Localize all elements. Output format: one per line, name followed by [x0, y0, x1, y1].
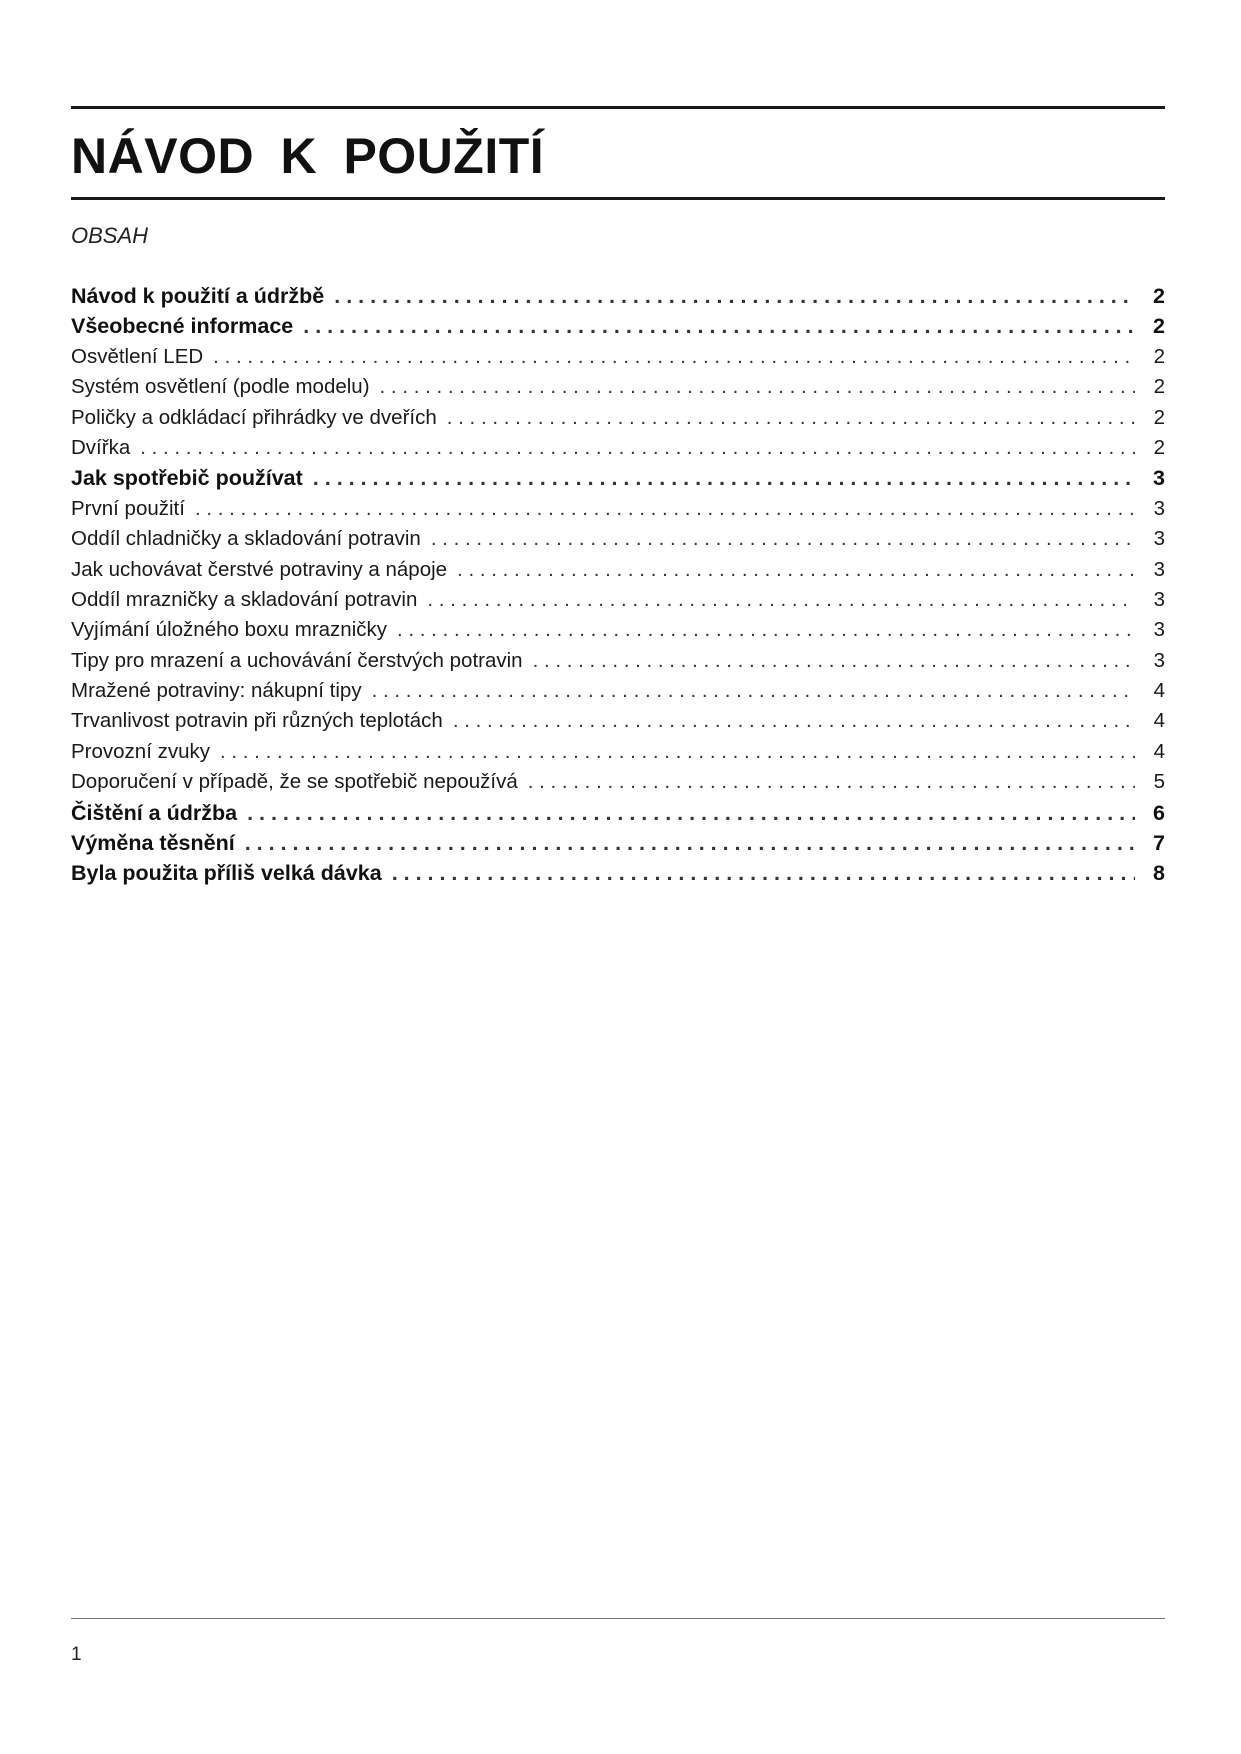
- toc-dot-leader: [313, 463, 1135, 493]
- toc-entry-label: Návod k použití a údržbě: [71, 284, 325, 308]
- toc-entry-label: Dvířka: [71, 435, 131, 459]
- toc-entry[interactable]: [71, 281, 1165, 311]
- footer-rule: [71, 1618, 1165, 1619]
- toc-dot-leader: [528, 767, 1135, 797]
- toc-entry[interactable]: [71, 798, 1165, 828]
- toc-entry[interactable]: [71, 311, 1165, 341]
- toc-entry-label: Výměna těsnění: [71, 831, 235, 856]
- toc-entry[interactable]: [71, 372, 1165, 402]
- toc-entry-page: 4: [1153, 709, 1165, 733]
- toc-entry-label: Mražené potraviny: nákupní tipy: [71, 679, 362, 703]
- toc-dot-leader: [431, 524, 1135, 554]
- toc-dot-leader: [427, 585, 1135, 615]
- toc-dot-leader: [140, 433, 1135, 463]
- toc-entry[interactable]: [71, 403, 1165, 433]
- toc-entry-label: Trvanlivost potravin při různých teplotách: [71, 709, 443, 733]
- toc-entry-page: 3: [1153, 587, 1165, 611]
- toc-entry-page: 7: [1153, 831, 1165, 856]
- page-title: NÁVOD K POUŽITÍ: [71, 128, 545, 184]
- toc-dot-leader: [334, 281, 1135, 311]
- toc-entry-page: 4: [1153, 679, 1165, 703]
- toc-entry[interactable]: [71, 737, 1165, 767]
- toc-entry-label: Doporučení v případě, že se spotřebič nepoužívá: [71, 770, 518, 794]
- toc-dot-leader: [392, 858, 1135, 888]
- toc-dot-leader: [220, 737, 1135, 767]
- toc-entry[interactable]: [71, 615, 1165, 645]
- toc-entry-page: 2: [1153, 405, 1165, 429]
- toc-entry-label: Poličky a odkládací přihrádky ve dveřích: [71, 405, 437, 429]
- toc-dot-leader: [195, 494, 1135, 524]
- toc-entry[interactable]: [71, 767, 1165, 797]
- toc-entry-label: Všeobecné informace: [71, 314, 294, 339]
- toc-entry-page: 2: [1153, 375, 1165, 399]
- toc-entry[interactable]: [71, 524, 1165, 554]
- toc-entry-label: Čištění a údržba: [71, 800, 238, 825]
- toc-entry-label: Systém osvětlení (podle modelu): [71, 375, 370, 399]
- toc-entry[interactable]: [71, 858, 1165, 888]
- toc-dot-leader: [533, 646, 1135, 676]
- toc-entry-page: 3: [1153, 496, 1165, 520]
- toc-entry-page: 2: [1153, 344, 1165, 368]
- toc-entry-page: 8: [1153, 861, 1165, 886]
- toc-dot-leader: [247, 798, 1135, 828]
- toc-dot-leader: [457, 555, 1135, 585]
- toc-entry-page: 2: [1153, 435, 1165, 459]
- toc-entry-label: Tipy pro mrazení a uchovávání čerstvých potravin: [71, 648, 523, 672]
- toc-entry-page: 2: [1153, 314, 1165, 339]
- toc-entry-label: Oddíl mrazničky a skladování potravin: [71, 587, 418, 611]
- top-rule: [71, 106, 1165, 109]
- toc-dot-leader: [372, 676, 1135, 706]
- toc-entry-page: 5: [1153, 770, 1165, 794]
- toc-entry-page: 4: [1153, 739, 1165, 763]
- toc-entry[interactable]: [71, 706, 1165, 736]
- toc-entry-page: 3: [1153, 527, 1165, 551]
- toc-dot-leader: [380, 372, 1135, 402]
- toc-entry-label: Provozní zvuky: [71, 739, 210, 763]
- toc-entry-label: Byla použita příliš velká dávka: [71, 861, 382, 886]
- toc-entry-label: Osvětlení LED: [71, 344, 204, 368]
- toc-entry-label: Jak uchovávat čerstvé potraviny a nápoje: [71, 557, 448, 581]
- toc-entry-label: První použití: [71, 496, 185, 520]
- toc-entry-label: Jak spotřebič používat: [71, 466, 303, 491]
- toc-dot-leader: [213, 342, 1135, 372]
- toc-entry[interactable]: [71, 494, 1165, 524]
- title-rule: [71, 197, 1165, 200]
- toc-entry-page: 3: [1153, 557, 1165, 581]
- section-subtitle: OBSAH: [71, 223, 149, 248]
- toc-entry[interactable]: [71, 646, 1165, 676]
- toc-entry-page: 6: [1153, 800, 1165, 825]
- toc-entry[interactable]: [71, 433, 1165, 463]
- toc-dot-leader: [397, 615, 1135, 645]
- toc-entry-page: 3: [1153, 618, 1165, 642]
- toc-dot-leader: [303, 311, 1135, 341]
- toc-dot-leader: [453, 706, 1135, 736]
- toc-entry[interactable]: [71, 463, 1165, 493]
- toc-dot-leader: [245, 828, 1135, 858]
- toc-entry-page: 3: [1153, 648, 1165, 672]
- toc-entry[interactable]: [71, 585, 1165, 615]
- toc-entry-label: Oddíl chladničky a skladování potravin: [71, 527, 421, 551]
- toc-entry-page: 3: [1153, 466, 1165, 491]
- toc-entry[interactable]: [71, 342, 1165, 372]
- toc-entry[interactable]: [71, 828, 1165, 858]
- toc-entry-page: 2: [1153, 284, 1165, 308]
- toc-entry[interactable]: [71, 676, 1165, 706]
- toc-entry-label: Vyjímání úložného boxu mrazničky: [71, 618, 387, 642]
- table-of-contents: [71, 281, 1165, 889]
- toc-dot-leader: [447, 403, 1135, 433]
- toc-entry[interactable]: [71, 555, 1165, 585]
- page-number: 1: [71, 1644, 82, 1665]
